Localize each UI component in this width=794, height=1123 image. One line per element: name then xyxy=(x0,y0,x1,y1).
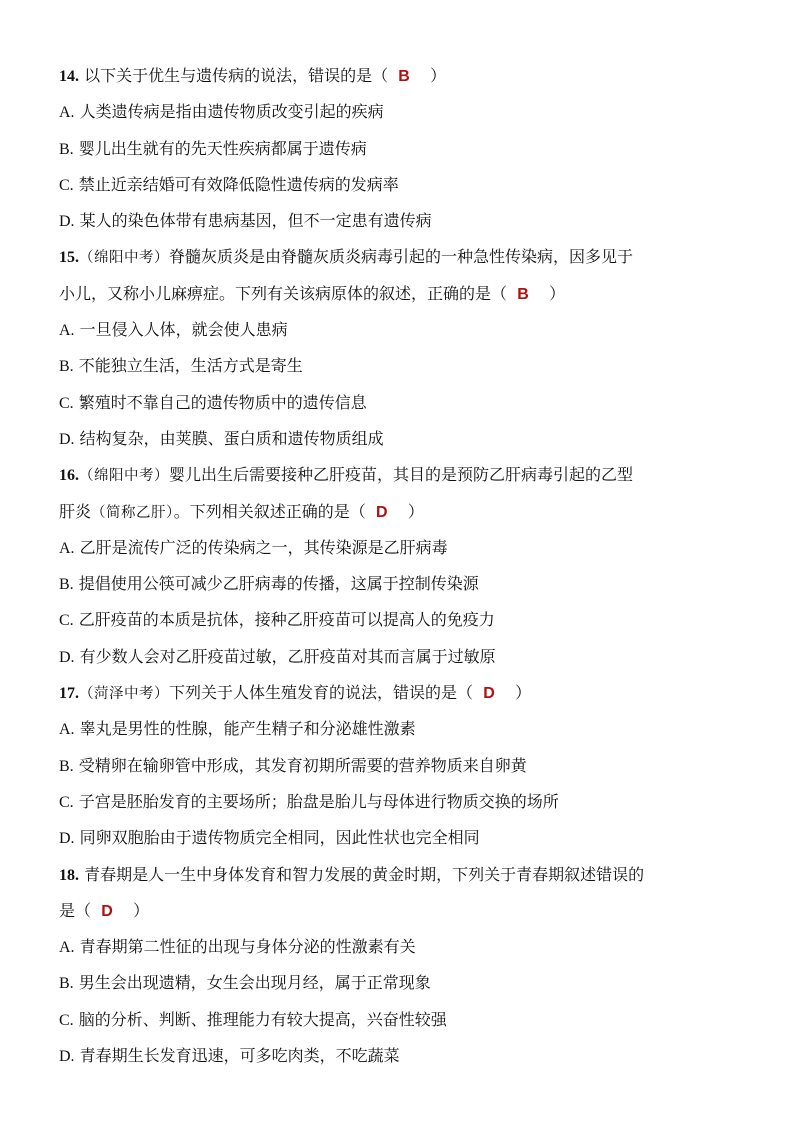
option-label: B. xyxy=(59,975,74,993)
option-text: 青春期第二性征的出现与身体分泌的性激素有关 xyxy=(74,937,416,957)
option-b xyxy=(59,965,749,1001)
option-text: 同卵双胞胎由于遗传物质完全相同，因此性状也完全相同 xyxy=(74,828,480,848)
paren-close: ） xyxy=(430,66,447,85)
option-label: B. xyxy=(59,358,74,376)
question-list xyxy=(59,58,749,1074)
option-b xyxy=(59,131,749,167)
option-a xyxy=(59,929,749,965)
option-label: A. xyxy=(59,322,75,340)
option-text: 提倡使用公筷可减少乙肝病毒的传播，这属于控制传染源 xyxy=(73,574,479,594)
option-label: D. xyxy=(59,648,75,666)
question-text: 脊髓灰质炎是由脊髓灰质炎病毒引起的一种急性传染病，因多见于 xyxy=(169,247,634,267)
option-text: 脑的分析、判断、推理能力有较大提高，兴奋性较强 xyxy=(73,1009,447,1029)
option-label: B. xyxy=(59,757,74,775)
option-label: B. xyxy=(59,140,74,158)
question-14-stem xyxy=(59,58,749,94)
option-label: C. xyxy=(59,793,74,811)
option-d xyxy=(59,1038,749,1074)
question-text: 肝炎 xyxy=(59,501,92,521)
option-text: 禁止近亲结婚可有效降低隐性遗传病的发病率 xyxy=(73,174,399,194)
question-text: 婴儿出生后需要接种乙肝疫苗，其目的是预防乙肝病毒引起的乙型 xyxy=(169,465,634,485)
option-text: 子宫是胚胎发育的主要场所；胎盘是胎儿与母体进行物质交换的场所 xyxy=(73,791,559,811)
question-source: （绵阳中考） xyxy=(79,250,169,267)
option-a xyxy=(59,94,749,130)
option-text: 睾丸是男性的性腺，能产生精子和分泌雄性激素 xyxy=(74,719,416,739)
option-label: A. xyxy=(59,539,75,557)
option-text: 某人的染色体带有患病基因，但不一定患有遗传病 xyxy=(74,211,432,231)
option-c xyxy=(59,167,749,203)
option-d xyxy=(59,639,749,675)
option-label: C. xyxy=(59,612,74,630)
option-text: 婴儿出生就有的先天性疾病都属于遗传病 xyxy=(73,138,367,158)
option-d xyxy=(59,203,749,239)
answer-mark: D xyxy=(375,503,388,521)
option-text: 繁殖时不靠自己的遗传物质中的遗传信息 xyxy=(73,392,367,412)
question-16-stem-line-2 xyxy=(59,494,749,530)
question-16-stem-line-1 xyxy=(59,457,749,493)
option-label: D. xyxy=(59,213,75,231)
option-text: 青春期生长发育迅速，可多吃肉类，不吃蔬菜 xyxy=(74,1046,400,1066)
question-number: 15. xyxy=(59,249,79,267)
option-text: 有少数人会对乙肝疫苗过敏，乙肝疫苗对其而言属于过敏原 xyxy=(74,646,496,666)
option-label: D. xyxy=(59,830,75,848)
option-a xyxy=(59,711,749,747)
question-source: （菏泽中考） xyxy=(79,686,169,703)
paren-close: ） xyxy=(407,501,424,521)
option-text: 不能独立生活，生活方式是寄生 xyxy=(73,356,303,376)
option-label: A. xyxy=(59,104,75,122)
option-text: 结构复杂，由荚膜、蛋白质和遗传物质组成 xyxy=(74,428,384,448)
option-c xyxy=(59,784,749,820)
option-label: A. xyxy=(59,721,75,739)
question-text: 小儿，又称小儿麻痹症。下列有关该病原体的叙述，正确的是（ xyxy=(59,283,508,303)
answer-mark: D xyxy=(483,685,495,703)
option-text: 乙肝疫苗的本质是抗体，接种乙肝疫苗可以提高人的免疫力 xyxy=(73,610,495,630)
question-number: 17. xyxy=(59,685,79,703)
option-b xyxy=(59,748,749,784)
answer-mark: B xyxy=(517,285,529,303)
option-label: C. xyxy=(59,1011,74,1029)
answer-mark: D xyxy=(101,902,113,920)
option-label: C. xyxy=(59,176,74,194)
question-15-stem-line-1 xyxy=(59,239,749,275)
question-text: 是（ xyxy=(59,900,92,920)
option-text: 人类遗传病是指由遗传物质改变引起的疾病 xyxy=(74,102,384,122)
option-text: 男生会出现遗精，女生会出现月经，属于正常现象 xyxy=(73,973,431,993)
question-number: 16. xyxy=(59,467,79,485)
option-b xyxy=(59,566,749,602)
question-18-stem-line-2 xyxy=(59,893,749,929)
question-text: 。下列相关叙述正确的是（ xyxy=(173,501,366,521)
option-a xyxy=(59,312,749,348)
option-a xyxy=(59,530,749,566)
option-text: 乙肝是流传广泛的传染病之一，其传染源是乙肝病毒 xyxy=(74,537,448,557)
option-c xyxy=(59,1002,749,1038)
answer-mark: B xyxy=(398,68,410,85)
option-text: 一旦侵入人体，就会使人患病 xyxy=(74,320,288,340)
paren-close: ） xyxy=(549,283,566,303)
question-text: 青春期是人一生中身体发育和智力发展的黄金时期，下列关于青春期叙述错误的 xyxy=(79,864,645,884)
question-number: 14. xyxy=(59,68,79,85)
paren-close: ） xyxy=(515,683,532,703)
question-source: （绵阳中考） xyxy=(79,468,169,485)
option-label: D. xyxy=(59,430,75,448)
question-15-stem-line-2 xyxy=(59,276,749,312)
question-number: 18. xyxy=(59,866,79,884)
question-text: 以下关于优生与遗传病的说法，错误的是（ xyxy=(79,66,389,85)
option-c xyxy=(59,385,749,421)
question-17-stem xyxy=(59,675,749,711)
option-label: C. xyxy=(59,394,74,412)
option-text: 受精卵在输卵管中形成，其发育初期所需要的营养物质来自卵黄 xyxy=(73,755,527,775)
question-note: （简称乙肝） xyxy=(91,504,174,521)
option-b xyxy=(59,348,749,384)
option-label: D. xyxy=(59,1048,75,1066)
paren-close: ） xyxy=(133,900,150,920)
option-d xyxy=(59,421,749,457)
question-18-stem-line-1 xyxy=(59,857,749,893)
question-text: 下列关于人体生殖发育的说法，错误的是（ xyxy=(169,683,474,703)
option-label: A. xyxy=(59,939,75,957)
option-d xyxy=(59,820,749,856)
option-c xyxy=(59,602,749,638)
option-label: B. xyxy=(59,576,74,594)
